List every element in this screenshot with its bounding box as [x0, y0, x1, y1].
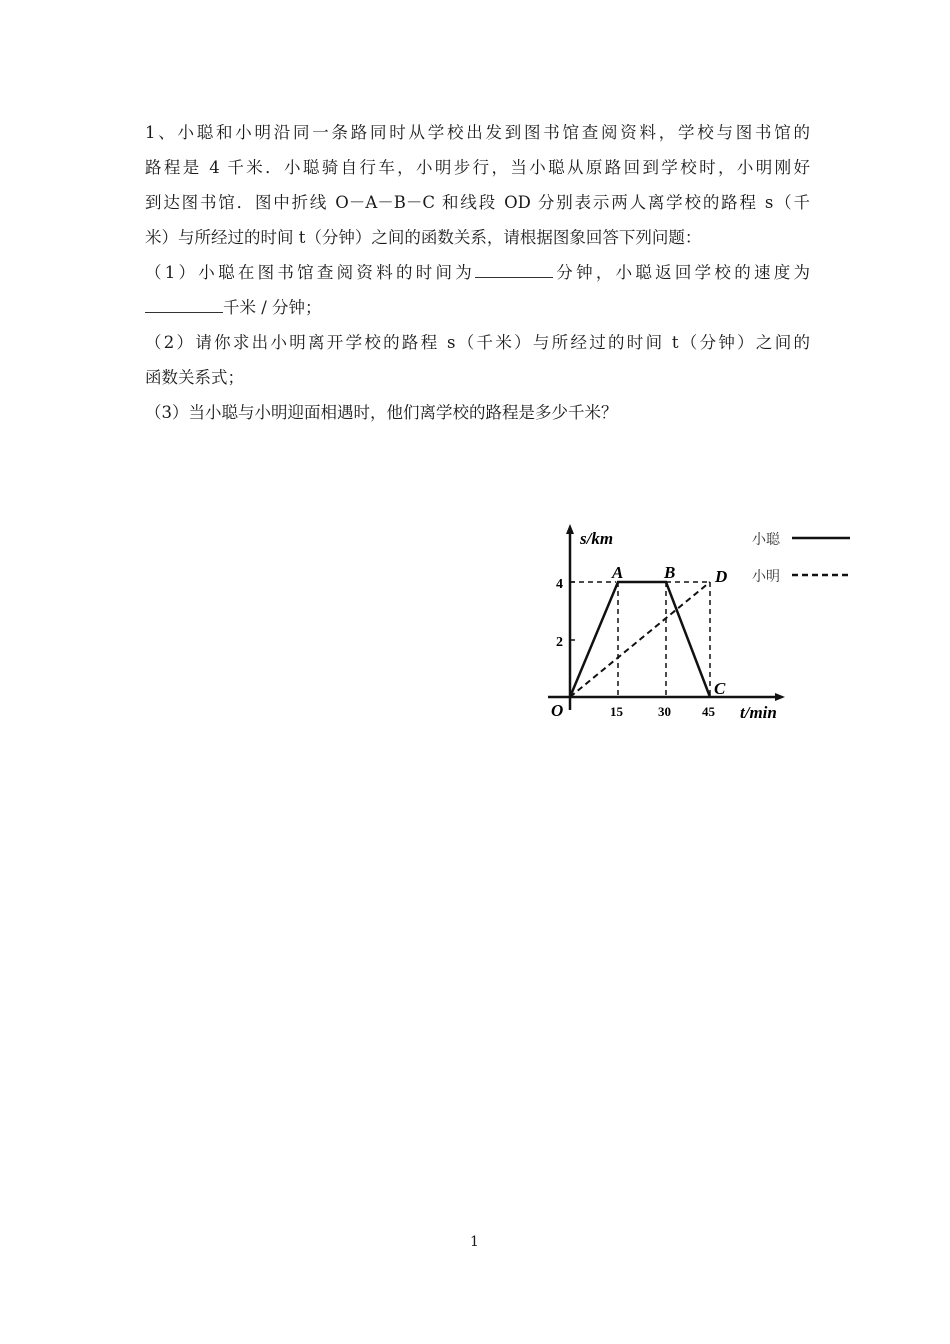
x-axis-label: t/min	[740, 703, 777, 722]
problem-line-3: 到达图书馆．图中折线 O－A－B－C 和线段 OD 分别表示两人离学校的路程 s（千	[145, 193, 810, 212]
legend-label-xiaocong: 小聪	[752, 533, 780, 548]
page-number: 1	[470, 1234, 479, 1250]
legend-label-xiaoming: 小明	[752, 570, 780, 585]
problem-text	[145, 115, 810, 430]
y-tick-label-4: 4	[556, 577, 563, 592]
x-tick-label-45: 45	[702, 704, 715, 719]
y-axis-label: s/km	[580, 529, 614, 548]
problem-line-2: 路程是 4 千米．小聪骑自行车，小明步行，当小聪从原路回到学校时，小明刚好	[145, 158, 810, 177]
x-axis-arrow	[775, 693, 785, 701]
x-tick-label-30: 30	[658, 704, 671, 719]
question-1-line-1	[145, 255, 810, 290]
question-1-part-a: （1）小聪在图书馆查阅资料的时间为	[145, 263, 476, 282]
graph-svg	[540, 522, 860, 727]
distance-time-graph	[540, 522, 860, 727]
question-1-line-2	[145, 290, 810, 325]
origin-label: O	[551, 701, 564, 720]
question-1-part-b: 分钟，小聪返回学校的速度为	[553, 263, 810, 282]
problem-line-4: 米）与所经过的时间 t（分钟）之间的函数关系，请根据图象回答下列问题：	[145, 228, 702, 247]
point-label-b: B	[664, 563, 676, 582]
point-label-c: C	[714, 679, 726, 698]
x-tick-label-15: 15	[610, 704, 623, 719]
y-tick-label-2: 2	[556, 635, 563, 650]
point-label-a: A	[612, 563, 624, 582]
question-2-line-2: 函数关系式；	[145, 368, 244, 387]
question-2-line-1: （2）请你求出小明离开学校的路程 s（千米）与所经过的时间 t（分钟）之间的	[145, 333, 810, 352]
answer-blank-2[interactable]	[145, 294, 223, 313]
point-label-d: D	[715, 567, 728, 586]
answer-blank-1[interactable]	[475, 259, 553, 278]
problem-line-1: 1、小聪和小明沿同一条路同时从学校出发到图书馆查阅资料，学校与图书馆的	[145, 123, 810, 142]
y-axis-arrow	[566, 524, 574, 534]
question-1-part-c: 千米 / 分钟；	[223, 298, 322, 317]
question-3: （3）当小聪与小明迎面相遇时，他们离学校的路程是多少千米？	[145, 403, 618, 422]
